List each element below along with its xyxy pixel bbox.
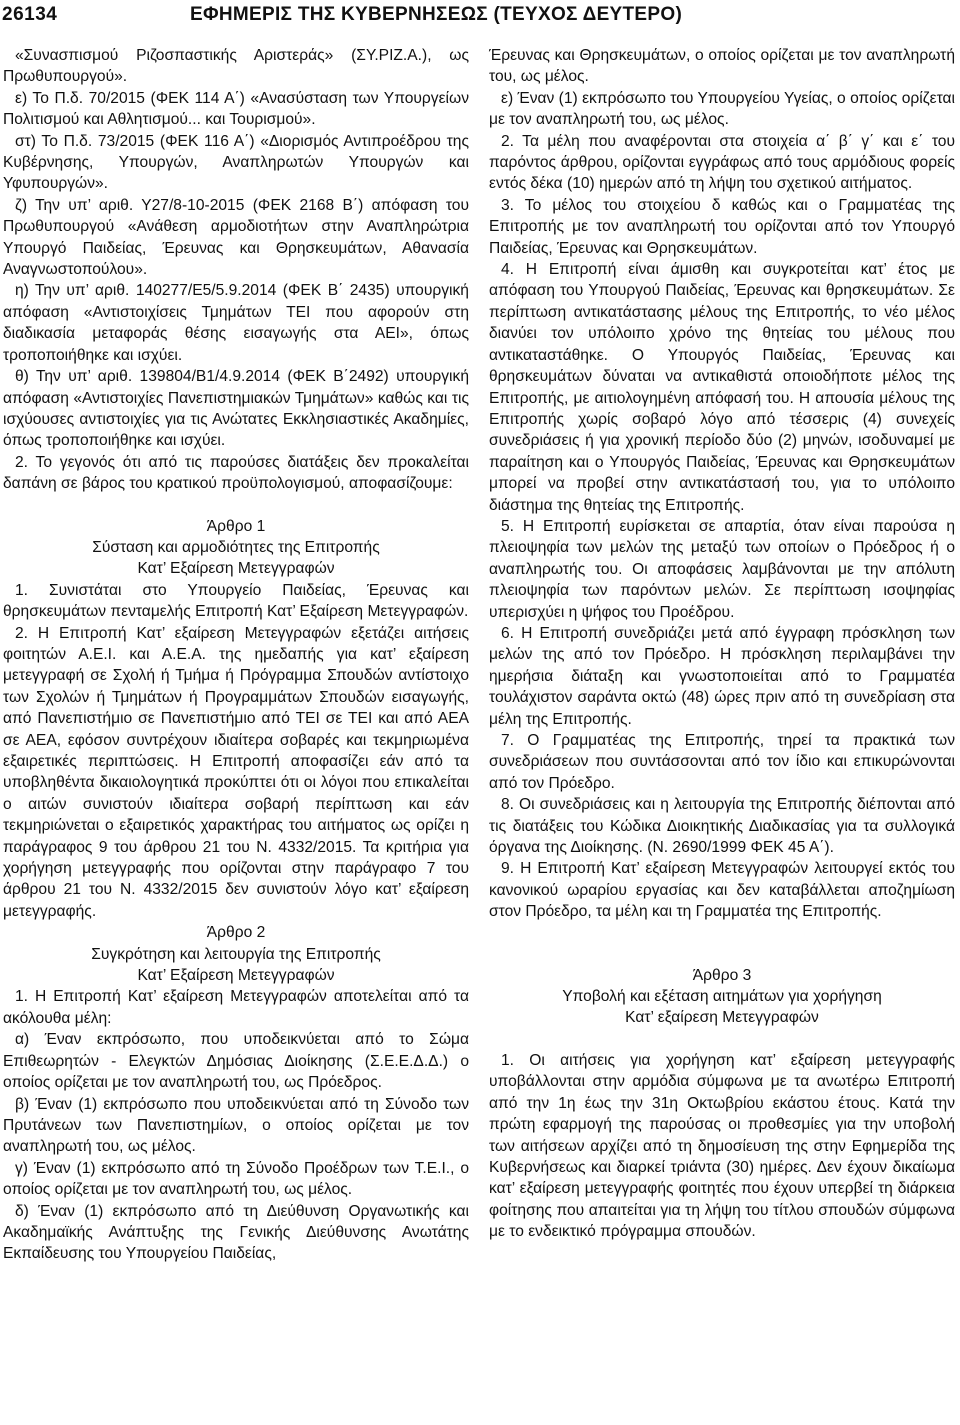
paragraph: δ) Έναν (1) εκπρόσωπο από τη Διεύθυνση Οργανωτικής και Ακαδημαϊκής Ανάπτυξης της Γενικής Διεύθυνσης Ανωτάτης Εκπαίδευσης του Υπουργείου Παιδείας, bbox=[3, 1202, 469, 1263]
paragraph: 5. Η Επιτροπή ευρίσκεται σε απαρτία, όταν είναι παρούσα η πλειοψηφία των μελών της μεταξύ των οποίων ο Πρόεδρος ή ο αναπληρωτής του. Οι αποφάσεις λαμβάνονται με την απόλυτη πλειοψηφία των παρόντων μελών. Σε περίπτωση ισοψηφίας υπερισχύει η ψήφος του Προέδρου. bbox=[489, 517, 955, 621]
paragraph: η) Την υπ’ αριθ. 140277/Ε5/5.9.2014 (ΦΕΚ Β΄ 2435) υπουργική απόφαση «Αντιστοιχίσεις Τμημάτων ΤΕΙ που αφορούν στη διαδικασία μεταφοράς θέσης εισαγωγής στα ΑΕΙ», όπως τροποποιήθηκε και ισχύει. bbox=[3, 282, 469, 364]
paragraph: α) Έναν εκπρόσωπο, που υποδεικνύεται από το Σώμα Επιθεωρητών - Ελεγκτών Δημόσιας Διοίκησης (Σ.Ε.Ε.Δ.Δ.) ο οποίος ορίζεται με τον αναπληρωτή του, ως Πρόεδρος. bbox=[3, 1031, 469, 1092]
left-column bbox=[3, 45, 469, 1265]
paragraph: Έρευνας και Θρησκευμάτων, ο οποίος ορίζεται με τον αναπληρωτή του, ως μέλος. bbox=[489, 47, 955, 86]
paragraph: 8. Οι συνεδριάσεις και η λειτουργία της Επιτροπής διέπονται από τις διατάξεις του Κώδικα Διοικητικής Διαδικασίας για τα συλλογικά όργανα της Διοίκησης. (Ν. 2690/1999 ΦΕΚ 45 Α΄). bbox=[489, 796, 955, 857]
paragraph: «Συνασπισμού Ριζοσπαστικής Αριστεράς» (ΣΥ.ΡΙΖ.Α.), ως Πρωθυπουργού». bbox=[3, 47, 469, 86]
paragraph: 9. Η Επιτροπή Κατ’ εξαίρεση Μετεγγραφών λειτουργεί εκτός του κανονικού ωραρίου εργασίας και δεν καταβάλλεται αποζημίωση στον Πρόεδρο, τα μέλη και τη Γραμματέα της Επιτροπής. bbox=[489, 860, 955, 921]
paragraph: 4. Η Επιτροπή είναι άμισθη και συγκροτείται κατ’ έτος με απόφαση του Υπουργού Παιδείας, Έρευνας και θρησκευμάτων. Σε περίπτωση αντικατάστασης μέλους της Επιτροπής, το νέο μέλος διανύει τον υπόλοιπο χρόνο της θητείας του μέλους που αντικαταστάθηκε. Ο Υπουργός Παιδείας, Έρευνας και θρησκευμάτων δύναται να αντικαθιστά οποιοδήποτε μέλος της Επιτροπής, με αιτιολογημένη απόφασή του. Η απουσία μέλους της Επιτροπής χωρίς σοβαρό λόγο από τέσσερις (4) συνεχείς συνεδριάσεις ή για χρονική περίοδο δύο (2) μηνών, ισοδυναμεί με παραίτηση και ο Υπουργός Παιδείας, Έρευνας και Θρησκευμάτων μπορεί να προβεί στην αντικατάστασή του, για το υπόλοιπο διάστημα της θητείας της Επιτροπής. bbox=[489, 261, 955, 514]
paragraph: στ) Το Π.δ. 73/2015 (ΦΕΚ 116 Α΄) «Διορισμός Αντιπροέδρου της Κυβέρνησης, Υπουργών, Αναπληρωτών Υπουργών και Υφυπουργών». bbox=[3, 132, 469, 193]
paragraph: ε) Έναν (1) εκπρόσωπο του Υπουργείου Υγείας, ο οποίος ορίζεται με τον αναπληρωτή του, ως μέλος. bbox=[489, 89, 955, 129]
paragraph: 1. Συνιστάται στο Υπουργείο Παιδείας, Έρευνας και θρησκευμάτων πενταμελής Επιτροπή Κατ’ Εξαίρεση Μετεγγραφών. bbox=[3, 581, 469, 621]
right-column bbox=[489, 45, 955, 1243]
paragraph: 1. Οι αιτήσεις για χορήγηση κατ’ εξαίρεση μετεγγραφής υποβάλλονται στην αρμόδια σύμφωνα με τα ανωτέρω Επιτροπή από την 1η έως την 31η Οκτωβρίου εκάστου έτους. Κατά την πρώτη εφαρμογή της παρούσας οι προθεσμίες για την υποβολή των αιτήσεων αρχίζει από τη δημοσίευση της στην Εφημερίδα της Κυβερνήσεως και διαρκεί τριάντα (30) ημέρες. Δεν έχουν δικαίωμα κατ’ εξαίρεση μετεγγραφής φοιτητές που έχουν υπερβεί τη διάρκεια φοίτησης που απαιτείται για τη λήψη του τίτλου σπουδών σύμφωνα με το ενδεικτικό πρόγραμμα σπουδών. bbox=[489, 1051, 955, 1241]
paragraph: 7. Ο Γραμματέας της Επιτροπής, τηρεί τα πρακτικά των συνεδριάσεων που συντάσσονται από τον ίδιο και επικυρώνονται από τον Πρόεδρο. bbox=[489, 732, 955, 792]
article-1-title-line1: Σύσταση και αρμοδιότητες της Επιτροπής bbox=[92, 538, 380, 556]
article-3-title-line1: Υποβολή και εξέταση αιτημάτων για χορήγηση bbox=[562, 988, 882, 1006]
paragraph: γ) Έναν (1) εκπρόσωπο από τη Σύνοδο Προέδρων των Τ.Ε.Ι., ο οποίος ορίζεται με τον αναπληρωτή του, ως μέλος. bbox=[3, 1159, 469, 1199]
article-3-title-line2: Κατ’ εξαίρεση Μετεγγραφών bbox=[625, 1009, 819, 1027]
journal-title: ΕΦΗΜΕΡΙΣ ΤΗΣ ΚΥΒΕΡΝΗΣΕΩΣ (ΤΕΥΧΟΣ ΔΕΥΤΕΡΟ) bbox=[190, 4, 683, 25]
paragraph: 6. Η Επιτροπή συνεδριάζει μετά από έγγραφη πρόσκληση των μελών της από τον Πρόεδρο. Η πρόσκληση περιλαμβάνει την ημερήσια διάταξη και γνωστοποιείται από το Γραμματέα τουλάχιστον σαράντα οκτώ (48) ώρες πριν από τη συνεδρίαση στα μέλη της Επιτροπής. bbox=[489, 624, 955, 728]
paragraph: 2. Τα μέλη που αναφέρονται στα στοιχεία α΄ β΄ γ΄ και ε΄ του παρόντος άρθρου, ορίζονται εγγράφως από τους αρμόδιους φορείς εντός δέκα (10) ημερών από τη λήψη του σχετικού αιτήματος. bbox=[489, 132, 955, 193]
paragraph: 2. Το γεγονός ότι από τις παρούσες διατάξεις δεν προκαλείται δαπάνη σε βάρος του κρατικού προϋπολογισμού, αποφασίζουμε: bbox=[3, 453, 469, 493]
paragraph: β) Έναν (1) εκπρόσωπο που υποδεικνύεται από τη Σύνοδο των Πρυτάνεων των Πανεπιστημίων, ο οποίος ορίζεται με τον αναπληρωτή του, ως μέλος. bbox=[3, 1095, 469, 1156]
paragraph: 1. Η Επιτροπή Κατ’ εξαίρεση Μετεγγραφών αποτελείται από τα ακόλουθα μέλη: bbox=[3, 988, 469, 1027]
article-2-title-line2: Κατ’ Εξαίρεση Μετεγγραφών bbox=[137, 967, 335, 985]
article-1-title-line2: Κατ’ Εξαίρεση Μετεγγραφών bbox=[137, 560, 335, 578]
paragraph: ζ) Την υπ’ αριθ. Υ27/8-10-2015 (ΦΕΚ 2168 Β΄) απόφαση του Πρωθυπουργού «Ανάθεση αρμοδιοτήτων στην Αναπληρώτρια Υπουργό Παιδείας, Έρευνας και Θρησκευμάτων, Αθανασία Αναγνωστοπούλου». bbox=[3, 196, 469, 279]
article-2-number: Άρθρο 2 bbox=[206, 924, 266, 942]
page-number: 26134 bbox=[2, 4, 58, 25]
article-1-number: Άρθρο 1 bbox=[206, 517, 266, 535]
paragraph: ε) Το Π.δ. 70/2015 (ΦΕΚ 114 Α΄) «Ανασύσταση των Υπουργείων Πολιτισμού και Αθλητισμού... και Τουρισμού». bbox=[3, 89, 469, 129]
page-header bbox=[0, 0, 960, 30]
paragraph: 2. Η Επιτροπή Κατ’ εξαίρεση Μετεγγραφών εξετάζει αιτήσεις φοιτητών Α.Ε.Ι. και Α.Ε.Α. της ημεδαπής για κατ’ εξαίρεση μετεγγραφή σε Σχολή ή Τμήμα ή Πρόγραμμα Σπουδών αντίστοιχο των Σχολών ή Τμημάτων ή Προγραμμάτων Σπουδών εισαγωγής, από Πανεπιστήμιο σε Πανεπιστήμιο από ΤΕΙ σε ΤΕΙ και από ΑΕΑ σε ΑΕΑ, εφόσον συντρέχουν ιδιαίτερα σοβαρές και τεκμηριωμένα εξαιρετικές περιπτώσεις. Η Επιτροπή αποφασίζει εάν από τα υποβληθέντα δικαιολογητικά προκύπτει ότι οι λόγοι που επικαλείται ο αιτών συνιστούν ιδιαίτερα σοβαρή περίπτωση και εάν τεκμηριώνεται ο εξαιρετικός χαρακτήρας του αιτήματος ως ορίζει η παράγραφος 9 του άρθρου 21 του Ν. 4332/2015. Τα κριτήρια για χορήγηση μετεγγραφής που ορίζονται στην παράγραφο 7 του άρθρου 21 του Ν. 4332/2015 δεν συνιστούν λόγο κατ’ εξαίρεση μετεγγραφής. bbox=[3, 624, 469, 920]
article-2-title-line1: Συγκρότηση και λειτουργία της Επιτροπής bbox=[91, 945, 381, 963]
paragraph: θ) Την υπ’ αριθ. 139804/Β1/4.9.2014 (ΦΕΚ Β΄2492) υπουργική απόφαση «Αντιστοιχίες Πανεπιστημιακών Τμημάτων» καθώς και τις ισχύουσες αντιστοιχίες για τις Ανώτατες Εκκλησιαστικές Ακαδημίες, όπως τροποποιήθηκε και ισχύει. bbox=[3, 368, 469, 450]
paragraph: 3. Το μέλος του στοιχείου δ καθώς και ο Γραμματέας της Επιτροπής με τον αναπληρωτή του ορίζονται από τον Υπουργό Παιδείας, Έρευνας και Θρησκευμάτων. bbox=[489, 196, 955, 257]
article-3-number: Άρθρο 3 bbox=[692, 966, 752, 984]
